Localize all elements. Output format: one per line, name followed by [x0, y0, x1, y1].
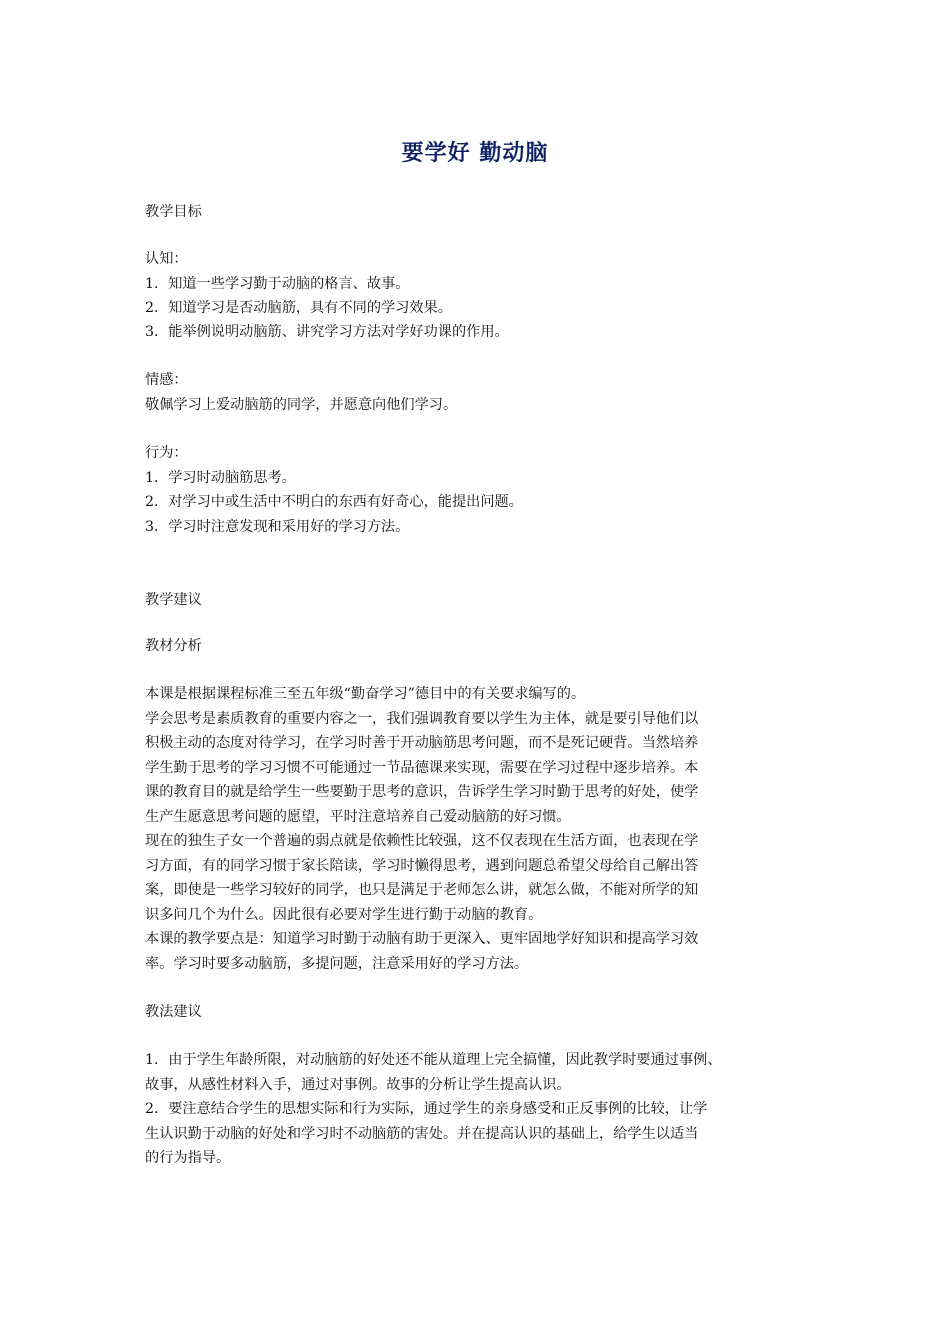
text-line: 课的教育目的就是给学生一些要勤于思考的意识，告诉学生学习时勤于思考的好处，使学 — [145, 784, 699, 800]
document-title: 要学好 勤动脑 — [401, 141, 549, 166]
text-line: 敬佩学习上爱动脑筋的同学，并愿意向他们学习。 — [145, 397, 458, 413]
text-line: 生产生愿意思考问题的愿望，平时注意培养自己爱动脑筋的好习惯。 — [145, 809, 571, 825]
text-line: 3．能举例说明动脑筋、讲究学习方法对学好功课的作用。 — [145, 324, 509, 340]
text-line: 1．知道一些学习勤于动脑的格言、故事。 — [145, 276, 410, 292]
text-line: 识多问几个为什么。因此很有必要对学生进行勤于动脑的教育。 — [145, 907, 543, 923]
text-line: 教材分析 — [145, 638, 202, 654]
text-line: 案，即使是一些学习较好的同学，也只是满足于老师怎么讲，就怎么做，不能对所学的知 — [145, 882, 699, 898]
text-line: 行为： — [145, 445, 188, 461]
text-line: 教学建议 — [145, 592, 202, 608]
text-line: 学生勤于思考的学习习惯不可能通过一节品德课来实现，需要在学习过程中逐步培养。本 — [145, 760, 699, 776]
text-line: 故事，从感性材料入手，通过对事例。故事的分析让学生提高认识。 — [145, 1077, 571, 1093]
text-line: 学会思考是素质教育的重要内容之一，我们强调教育要以学生为主体，就是要引导他们以 — [145, 711, 699, 727]
text-line: 教学目标 — [145, 204, 202, 220]
text-line: 认知： — [145, 251, 188, 267]
text-line: 情感： — [145, 372, 188, 388]
text-line: 2．对学习中或生活中不明白的东西有好奇心，能提出问题。 — [145, 494, 523, 510]
text-line: 率。学习时要多动脑筋，多提问题，注意采用好的学习方法。 — [145, 956, 529, 972]
text-line: 本课的教学要点是：知道学习时勤于动脑有助于更深入、更牢固地学好知识和提高学习效 — [145, 931, 699, 947]
text-line: 生认识勤于动脑的好处和学习时不动脑筋的害处。并在提高认识的基础上，给学生以适当 — [145, 1126, 699, 1142]
text-line: 3．学习时注意发现和采用好的学习方法。 — [145, 519, 410, 535]
text-line: 1．由于学生年龄所限，对动脑筋的好处还不能从道理上完全搞懂，因此教学时要通过事例、 — [145, 1052, 722, 1068]
text-line: 教法建议 — [145, 1004, 202, 1020]
text-line: 2．要注意结合学生的思想实际和行为实际，通过学生的亲身感受和正反事例的比较，让学 — [145, 1101, 708, 1117]
text-line: 现在的独生子女一个普遍的弱点就是依赖性比较强，这不仅表现在生活方面，也表现在学 — [145, 833, 699, 849]
text-line: 本课是根据课程标准三至五年级“勤奋学习”德目中的有关要求编写的。 — [145, 686, 586, 702]
text-line: 习方面，有的同学习惯于家长陪读，学习时懒得思考，遇到问题总希望父母给自己解出答 — [145, 858, 699, 874]
text-line: 2．知道学习是否动脑筋，具有不同的学习效果。 — [145, 300, 452, 316]
text-line: 1．学习时动脑筋思考。 — [145, 470, 296, 486]
text-line: 的行为指导。 — [145, 1150, 231, 1166]
text-line: 积极主动的态度对待学习，在学习时善于开动脑筋思考问题，而不是死记硬背。当然培养 — [145, 735, 699, 751]
